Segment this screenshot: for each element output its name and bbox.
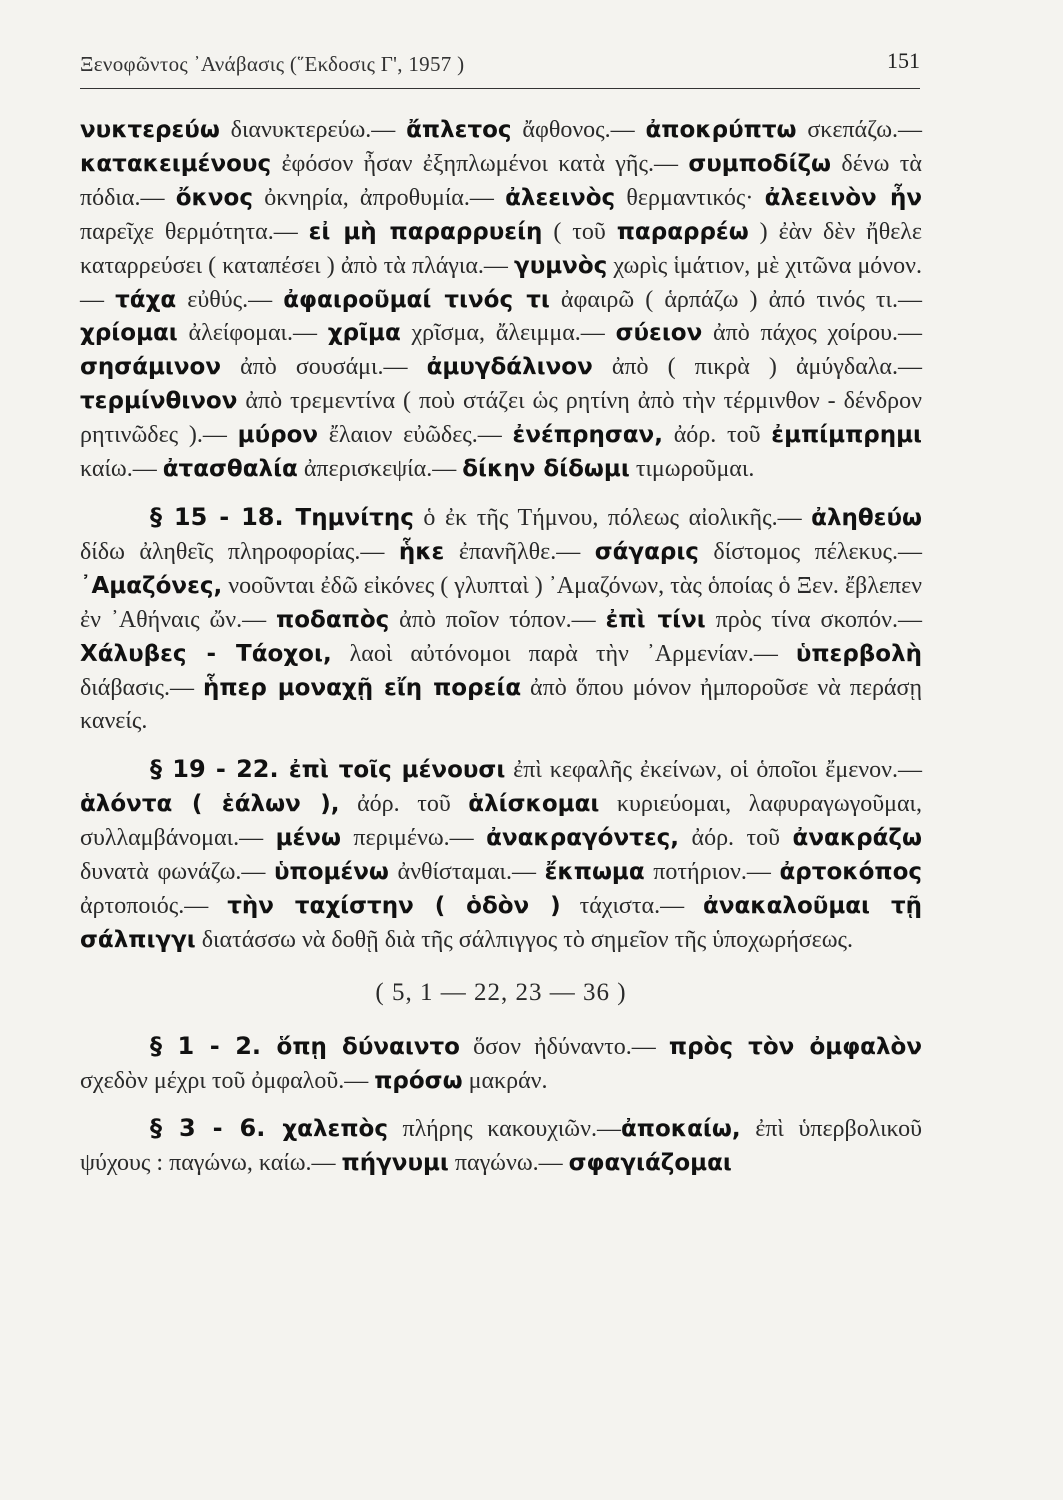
lemma: νυκτερεύω [80, 117, 220, 143]
glossary-paragraph [80, 114, 922, 487]
page-number: 151 [887, 48, 920, 73]
gloss-text: δίστομος πέλεκυς.— [698, 538, 923, 565]
gloss-text: ἐπανῆλθε.— [444, 538, 595, 565]
gloss-text: ποτήριον.— [644, 859, 780, 886]
lemma: ὅπῃ δύναιντο [276, 1033, 460, 1060]
gloss-text: ἀρτοποιός.— [80, 892, 228, 919]
lemma: ἐπὶ τίνι [605, 606, 706, 633]
gloss-text: λαοὶ αὐτόνομοι παρὰ τὴν ᾿Αρμενίαν.— [331, 640, 796, 667]
lemma: ἀτασθαλία [162, 456, 298, 483]
gloss-text: διάβασις.— [80, 674, 203, 701]
lemma: ἔκπωμα [544, 859, 645, 886]
gloss-text: ἀπὸ ποῖον τόπον.— [389, 606, 606, 633]
gloss-text: ) ἐὰν δὲν ἤθελε καταρρεύσει ( καταπέσει ) ἀπὸ τὰ πλάγια.— [80, 218, 923, 279]
gloss-text: ἐπὶ κεφαλῆς ἐκείνων, οἱ ὁποῖοι ἔμενον.— [505, 757, 922, 784]
gloss-text: μακράν. [462, 1067, 548, 1094]
gloss-text: δυνατὰ φωνάζω.— [80, 859, 275, 886]
gloss-text: καίω.— [80, 456, 163, 483]
gloss-text: σκεπάζω.— [796, 117, 922, 143]
gloss-text: χρῖσμα, ἄλειμμα.— [400, 320, 616, 347]
lemma: ἀνακαλοῦμαι τῇ σάλπιγγι [80, 892, 922, 953]
lemma: ἐνέπρησαν, [512, 422, 663, 449]
lemma: ἧπερ μοναχῇ εἴη πορεία [202, 674, 522, 701]
gloss-text: διανυκτερεύω.— [219, 117, 407, 143]
lemma: Χάλυβες - Τάοχοι, [80, 640, 332, 667]
glossary-paragraph [80, 1112, 922, 1181]
gloss-text: ἀπὸ πάχος χοίρου.— [702, 320, 922, 347]
gloss-text: ἀπὸ ὅπου μόνον ἠμποροῦσε νὰ περάσῃ κανείς. [80, 674, 922, 735]
glossary-paragraph [80, 753, 922, 957]
lemma: πήγνυμι [341, 1150, 449, 1177]
gloss-text: ἀνθίσταμαι.— [388, 859, 545, 886]
lemma: ἀνακράζω [792, 825, 923, 852]
gloss-text: κυριεύομαι, λαφυραγωγοῦμαι, συλλαμβάνομαι.— [80, 791, 923, 852]
gloss-text: ἐπὶ ὑπερβολικοῦ ψύχους : παγώνω, καίω.— [80, 1116, 922, 1177]
lemma: ποδαπὸς [276, 606, 390, 633]
lemma: παραρρέω [616, 218, 749, 245]
lemma: τάχα [115, 286, 177, 313]
chapter-range-heading: ( 5, 1 — 22, 23 — 36 ) [375, 978, 627, 1006]
gloss-text: δένω τὰ πόδια.— [80, 150, 922, 211]
gloss-text: σχεδὸν μέχρι τοῦ ὀμφαλοῦ.— [80, 1067, 375, 1094]
lemma: ᾿Αμαζόνες, [80, 572, 223, 599]
lemma: ἀλεεινὸν ἦν [764, 184, 923, 211]
glossary-paragraph [80, 1030, 922, 1099]
lemma: γυμνὸς [514, 252, 608, 279]
lemma: τὴν ταχίστην ( ὁδὸν ) [227, 892, 561, 919]
lemma: ἁλόντα ( ἑάλων ), [80, 791, 340, 818]
lemma: ἄπλετος [406, 117, 512, 143]
lemma: σάγαρις [594, 538, 699, 565]
gloss-text: ἄφθονος.— [511, 117, 646, 143]
section-number: § 3 - 6. [150, 1114, 283, 1143]
gloss-text: ἔλαιον εὐῶδες.— [318, 422, 513, 449]
gloss-text: ἀόρ. τοῦ [339, 791, 469, 818]
lemma: ἐπὶ τοῖς μένουσι [288, 757, 506, 784]
gloss-text: νοοῦνται ἐδῶ εἰκόνες ( γλυπταὶ ) ᾿Αμαζόνων, τὰς ὁποίας ὁ Ξεν. ἔβλεπεν ἐν ᾿Αθήναις ὤν.— [80, 572, 922, 633]
gloss-text: τιμωροῦμαι. [629, 456, 755, 483]
lemma: ὄκνος [175, 184, 253, 211]
lemma: εἰ μὴ παραρρυείη [308, 218, 543, 245]
lemma: ὑπερβολὴ [795, 640, 922, 667]
lemma: πρὸς τὸν ὀμφαλὸν [668, 1033, 923, 1060]
gloss-text: διατάσσω νὰ δοθῇ διὰ τῆς σάλπιγγος τὸ σημεῖον τῆς ὑποχωρήσεως. [195, 926, 854, 953]
lemma: ἀποκρύπτω [645, 117, 797, 143]
section-number: § 19 - 22. [150, 755, 289, 784]
gloss-text: ἀφαιρῶ ( ἁρπάζω ) ἀπό τινός τι.— [549, 286, 923, 313]
lemma: μύρον [237, 422, 319, 449]
lemma: σησάμινον [80, 354, 222, 381]
gloss-text: πλήρης κακουχιῶν.— [387, 1116, 621, 1143]
gloss-text: ἀπὸ σουσάμι.— [221, 354, 427, 381]
gloss-text: δίδω ἀληθεῖς πληροφορίας.— [80, 538, 399, 565]
gloss-text: παρεῖχε θερμότητα.— [80, 218, 309, 245]
lemma: τερμίνθινον [80, 388, 238, 415]
lemma: δίκην δίδωμι [462, 456, 630, 483]
gloss-text: εὐθύς.— [176, 286, 284, 313]
lemma: χρῖμα [327, 320, 401, 347]
lemma: σύειον [615, 320, 703, 347]
gloss-text: ἀπὸ ( πικρὰ ) ἀμύγδαλα.— [592, 354, 922, 381]
lemma: χαλεπὸς [282, 1116, 388, 1143]
page-body [80, 114, 922, 1181]
lemma: πρόσω [374, 1067, 463, 1094]
gloss-text: πρὸς τίνα σκοπόν.— [705, 606, 923, 633]
gloss-text: ἀπερισκεψία.— [297, 456, 463, 483]
running-title: Ξενοφῶντος ᾿Ανάβασις (῞Εκδοσις Γ', 1957 ) [80, 52, 465, 76]
lemma: ἁλίσκομαι [468, 791, 600, 818]
gloss-text: ὀκνηρία, ἀπροθυμία.— [252, 184, 506, 211]
page-header [80, 44, 920, 89]
glossary-paragraph [80, 501, 922, 739]
gloss-text: ὅσον ἠδύναντο.— [459, 1033, 669, 1060]
gloss-text: χωρὶς ἱμάτιον, μὲ χιτῶνα μόνον.— [80, 252, 923, 313]
lemma: ἀληθεύω [811, 504, 922, 531]
gloss-text: παγώνω.— [448, 1150, 569, 1177]
lemma: ἀνακραγόντες, [486, 825, 680, 852]
gloss-text: θερμαντικός· [615, 184, 765, 211]
lemma: ὑπομένω [274, 859, 389, 886]
lemma: ἀμυγδάλινον [426, 354, 593, 381]
section-number: § 1 - 2. [150, 1031, 277, 1060]
lemma: ἀφαιροῦμαί τινός τι [283, 286, 550, 313]
gloss-text: ἀπὸ τρεμεντίνα ( ποὺ στάζει ὡς ρητίνη ἀπὸ τὴν τέρμινθον - δένδρον ρητινῶδες ).— [80, 388, 922, 449]
lemma: ἀλεεινὸς [505, 184, 616, 211]
lemma: Τημνίτης [295, 504, 414, 531]
lemma: ἧκε [398, 538, 445, 565]
lemma: κατακειμένους [80, 150, 272, 177]
gloss-text: ἐφόσον ἦσαν ἐξηπλωμένοι κατὰ γῆς.— [271, 150, 689, 177]
section-number: § 15 - 18. [150, 502, 296, 531]
gloss-text: περιμένω.— [340, 825, 487, 852]
gloss-text: ( τοῦ [542, 218, 617, 245]
gloss-text: ἀόρ. τοῦ [662, 422, 772, 449]
gloss-text: τάχιστα.— [560, 892, 704, 919]
gloss-text: ἀόρ. τοῦ [679, 825, 793, 852]
lemma: ἀρτοκόπος [779, 859, 923, 886]
lemma: σφαγιάζομαι [568, 1150, 732, 1177]
lemma: χρίομαι [80, 320, 178, 347]
gloss-text: ἀλείφομαι.— [177, 320, 328, 347]
gloss-text: ὁ ἐκ τῆς Τήμνου, πόλεως αἰολικῆς.— [413, 504, 812, 531]
lemma: μένω [275, 825, 341, 852]
lemma: συμποδίζω [688, 150, 832, 177]
lemma: ἐμπίμπρημι [771, 422, 922, 449]
lemma: ἀποκαίω, [620, 1116, 741, 1143]
